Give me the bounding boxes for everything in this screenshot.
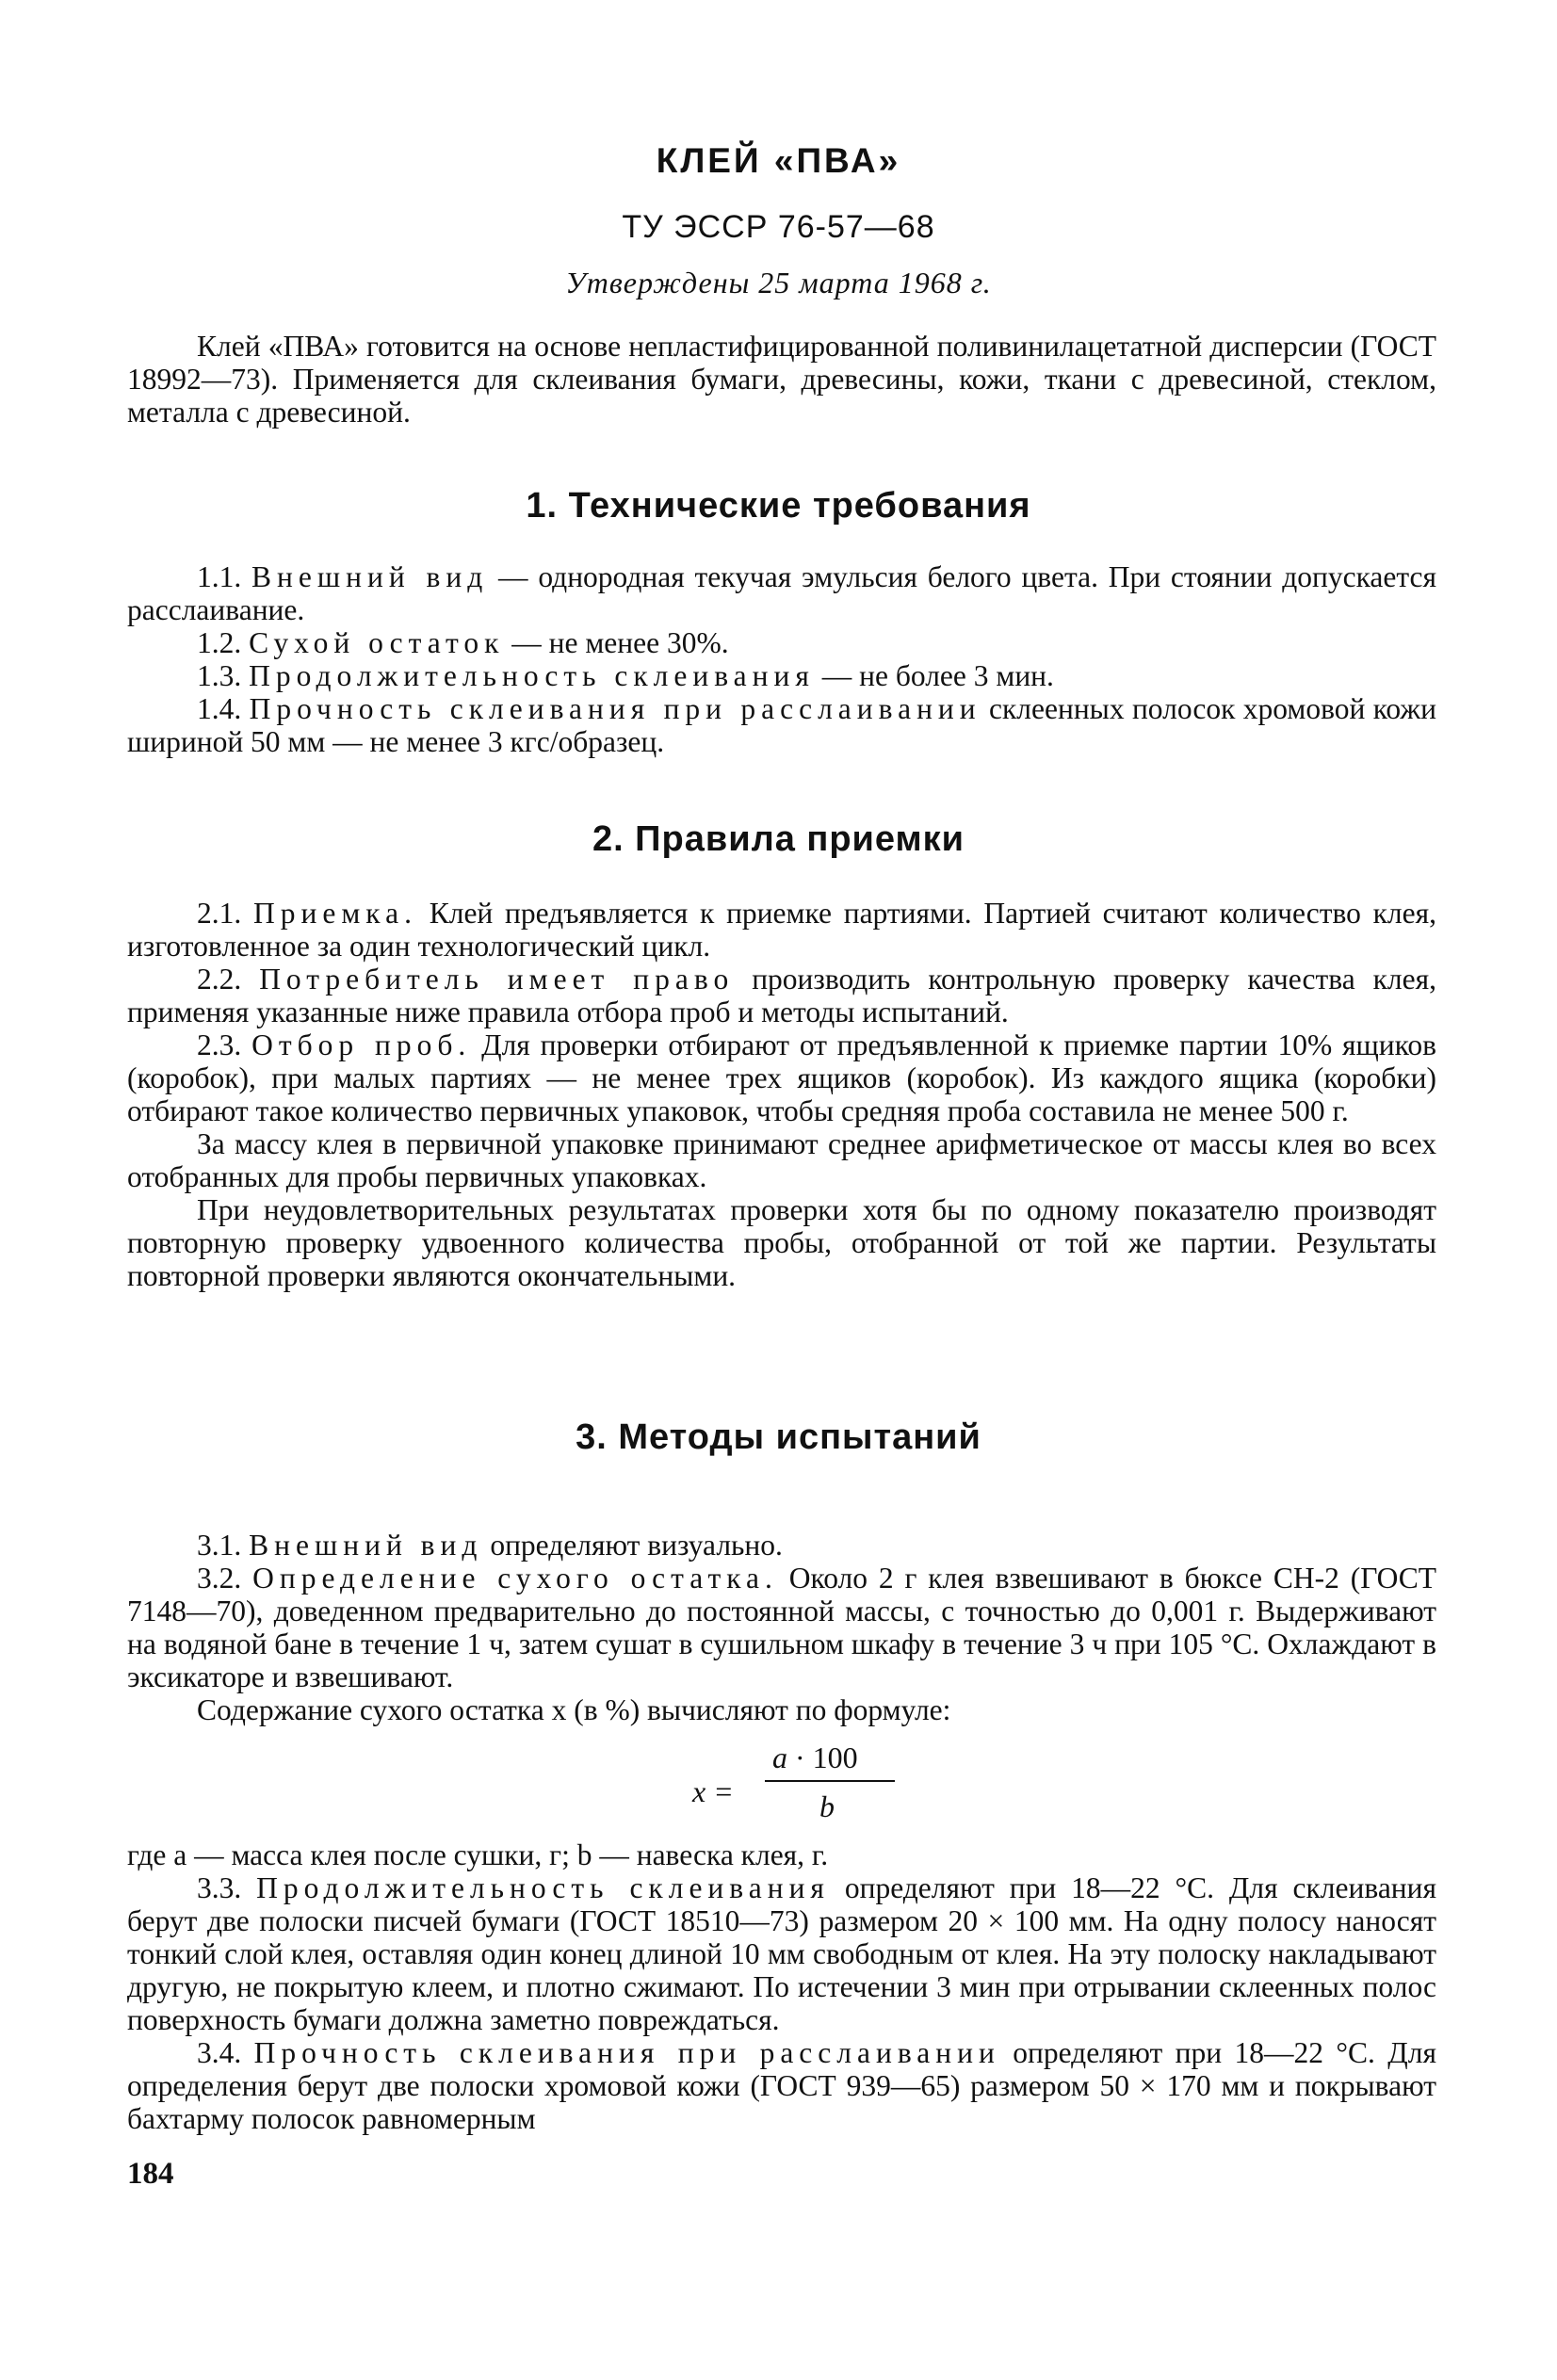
clause-number: 1.1. [197,560,252,593]
clause-1-2 [127,626,1436,659]
formula-lhs: x = [692,1774,734,1808]
section-3-body-continued [127,1838,1436,2135]
intro-block [127,330,1436,429]
section-2-heading: 2. Правила приемки [592,819,965,859]
clause-text: — однородная текучая эмульсия белого цвета. При стоянии допускается расслаивание. [127,560,1437,626]
page-number: 184 [127,2157,174,2191]
approval-date: Утверждены 25 марта 1968 г. [565,266,992,300]
clause-term: Прочность склеивания при расслаивании [253,2036,1000,2069]
formula-denominator: b [819,1789,835,1823]
clause-2-3 [127,1028,1436,1127]
formula-multiplier: · 100 [787,1740,858,1774]
clause-text: определяют при 18—22 °С. Для определения берут две полоски хромовой кожи (ГОСТ 939—65) размером 50 × 170 мм и покрывают бахтарму полосок равномерным [127,2036,1436,2135]
formula-legend: где a — масса клея после сушки, г; b — навеска клея, г. [127,1838,829,1871]
clause-3-2 [127,1562,1436,1693]
clause-term: Продолжительность склеивания [249,659,815,692]
clause-number: 3.2. [197,1562,253,1595]
clause-number: 3.1. [197,1529,250,1562]
clause-text: производить контрольную проверку качества клея, применяя указанные ниже правила отбора проб и методы испытаний. [127,963,1436,1028]
paragraph-mass: За массу клея в первичной упаковке принимают среднее арифметическое от массы клея во всех отобранных для пробы первичных упаковках. [127,1127,1436,1193]
clause-term: Прочность склеивания при расслаивании [249,692,981,725]
section-1-body [127,560,1436,758]
paragraph-repeat-check: При неудовлетворительных результатах проверки хотя бы по одному показателю производят повторную проверку удвоенного количества пробы, отобранной от той же партии. Результаты повторной проверки являются окончательными. [127,1193,1436,1292]
clause-text: определяют при 18—22 °С. Для склеивания берут две полоски писчей бумаги (ГОСТ 18510—73) размером 20 × 100 мм. На одну полосу наносят тонкий слой клея, оставляя один конец длиной 10 мм свободным от клея. На эту полоску накладывают другую, не покрытую клеем, и плотно сжимают. По истечении 3 мин при отрывании склеенных полос поверхность бумаги должна заметно повреждаться. [127,1871,1437,2036]
clause-term: Приемка. [253,897,417,930]
clause-term: Внешний вид [251,560,489,593]
clause-number: 2.1. [197,897,253,930]
clause-number: 3.4. [197,2036,254,2069]
formula-var-a: a [772,1740,787,1774]
clause-number: 3.3. [197,1871,257,1904]
dry-residue-formula [650,1740,933,1835]
section-2-body [127,897,1436,1292]
clause-1-1 [127,560,1436,626]
formula-fraction-bar [765,1780,895,1782]
clause-text: Для проверки отбирают от предъявленной к приемке партии 10% ящиков (коробок), при малых партиях — не менее трех ящиков (коробок). Из каждого ящика (коробки) отбирают такое количество первичных упаковок, чтобы средняя проба составила не менее 500 г. [127,1028,1436,1127]
formula-intro: Содержание сухого остатка x (в %) вычисляют по формуле: [197,1693,951,1726]
clause-term: Сухой остаток [249,626,505,659]
standard-code: ТУ ЭССР 76-57—68 [622,209,935,245]
clause-term: Продолжительность склеивания [256,1871,830,1904]
intro-paragraph: Клей «ПВА» готовится на основе непластифицированной поливинилацетатной дисперсии (ГОСТ 18992—73). Применяется для склеивания бумаги, древесины, кожи, ткани с древесиной, стеклом, металла с древесиной. [127,330,1436,429]
clause-1-4 [127,692,1436,758]
clause-number: 1.3. [197,659,250,692]
clause-term: Отбор проб. [251,1028,472,1061]
clause-text: Около 2 г клея взвешивают в бюксе СН-2 (ГОСТ 7148—70), доведенном предварительно до постоянной массы, с точностью до 0,001 г. Выдерживают на водяной бане в течение 1 ч, затем сушат в сушильном шкафу в течение 3 ч при 105 °С. Охлаждают в эксикаторе и взвешивают. [127,1562,1437,1693]
clause-term: Определение сухого остатка. [252,1562,778,1595]
formula-numerator [772,1740,858,1775]
clause-text: определяют визуально. [482,1529,783,1562]
clause-term: Внешний вид [249,1529,483,1562]
clause-text: — не менее 30%. [504,626,729,659]
clause-text: склеенных полосок хромовой кожи шириной 50 мм — не менее 3 кгс/образец. [127,692,1437,758]
clause-1-3 [127,659,1436,692]
clause-number: 2.2. [197,963,260,996]
clause-text: — не более 3 мин. [814,659,1054,692]
clause-term: Потребитель имеет право [259,963,735,996]
clause-text: Клей предъявляется к приемке партиями. Партией считают количество клея, изготовленное за один технологический цикл. [127,897,1436,963]
clause-number: 1.2. [197,626,250,659]
clause-3-3 [127,1871,1436,2036]
section-3-body [127,1529,1436,1726]
clause-number: 2.3. [197,1028,252,1061]
clause-3-1 [127,1529,1436,1562]
clause-2-2 [127,963,1436,1028]
clause-2-1 [127,897,1436,963]
clause-3-4 [127,2036,1436,2135]
section-1-heading: 1. Технические требования [526,486,1031,526]
clause-number: 1.4. [197,692,250,725]
section-3-heading: 3. Методы испытаний [576,1417,981,1457]
document-title: КЛЕЙ «ПВА» [656,141,901,180]
